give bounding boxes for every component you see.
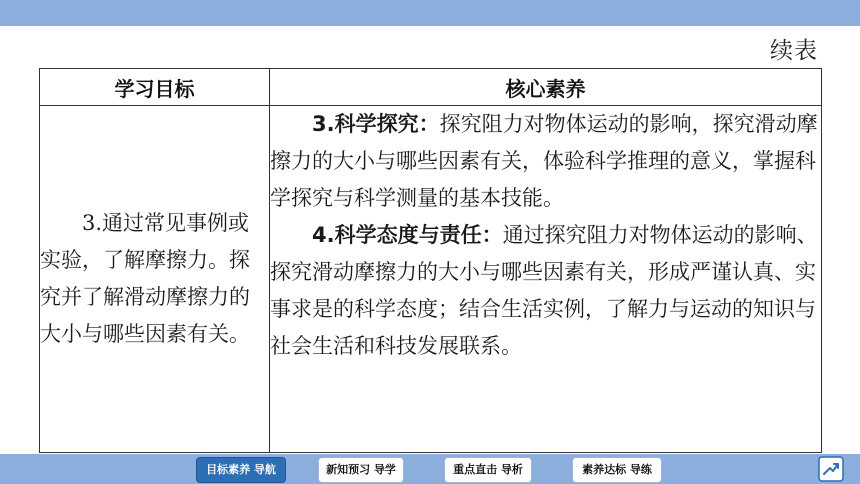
bottom-nav-bar	[0, 454, 860, 484]
text-science-inquiry: 探究阻力对物体运动的影响，探究滑动摩擦力的大小与哪些因素有关，体验科学推理的意义，掌握科学探究与科学测量的基本技能。	[270, 112, 818, 210]
nav-button-preview[interactable]: 新知预习 导学	[318, 457, 404, 483]
next-page-icon[interactable]	[818, 456, 844, 482]
table-row	[40, 106, 822, 453]
objective-text: 3.通过常见事例或实验，了解摩擦力。探究并了解滑动摩擦力的大小与哪些因素有关。	[40, 211, 250, 346]
text-attitude-responsibility: 通过探究阻力对物体运动的影响、探究滑动摩擦力的大小与哪些因素有关，形成严谨认真、实事求是的科学态度；结合生活实例，了解力与运动的知识与社会生活和科技发展联系。	[270, 223, 818, 358]
header-core-literacy: 核心素养	[270, 69, 822, 106]
objectives-table	[39, 68, 822, 453]
literacy-paragraph-attitude-responsibility	[270, 217, 821, 365]
nav-button-practice[interactable]: 素养达标 导练	[572, 457, 662, 483]
continued-table-label: 续表	[770, 38, 818, 64]
keyword-science-inquiry: 3.科学探究：	[312, 112, 440, 136]
keyword-attitude-responsibility: 4.科学态度与责任：	[312, 223, 503, 247]
header-learning-objectives: 学习目标	[40, 69, 270, 106]
objective-cell	[40, 106, 270, 453]
top-banner	[0, 0, 860, 26]
nav-button-key-points[interactable]: 重点直击 导析	[444, 457, 532, 483]
literacy-cell	[270, 106, 822, 453]
table-header-row	[40, 69, 822, 106]
literacy-paragraph-science-inquiry	[270, 106, 821, 217]
nav-button-objectives[interactable]: 目标素养 导航	[196, 457, 286, 483]
